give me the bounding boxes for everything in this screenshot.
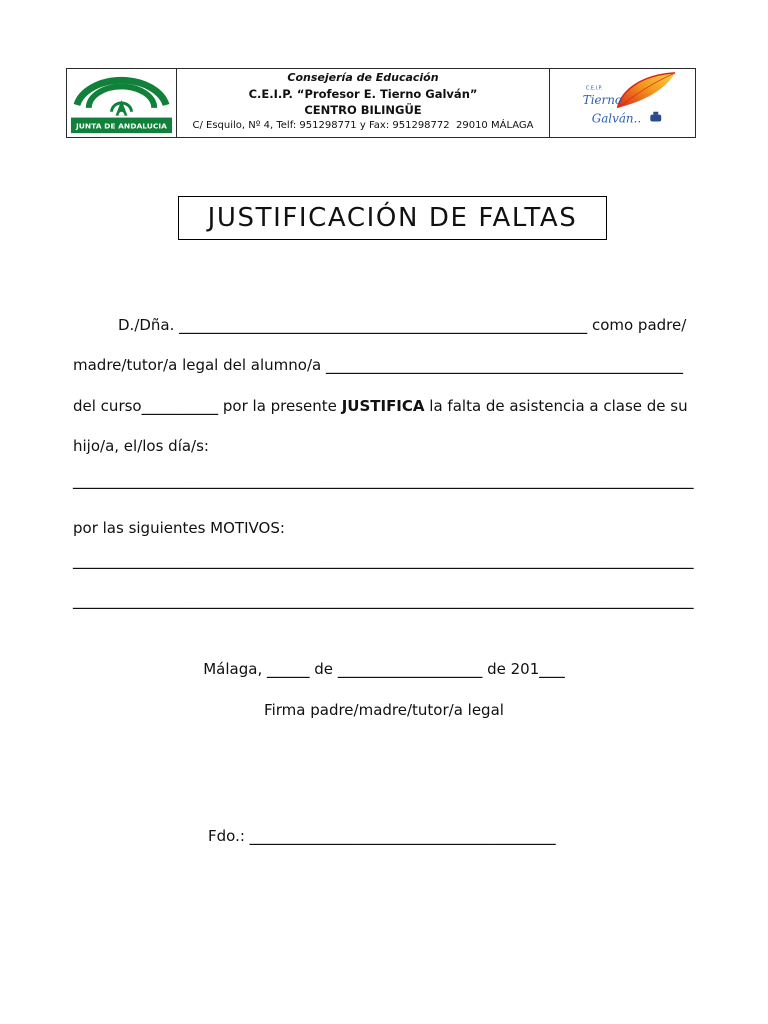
department-name: Consejería de Educación	[287, 71, 439, 84]
signed-by-line	[208, 826, 556, 846]
title-box	[178, 196, 607, 240]
inkpot-icon	[650, 112, 661, 122]
absence-text: la falta de asistencia a clase de su	[429, 397, 688, 415]
school-address: C/ Esquilo, Nº 4, Telf: 951298771 y Fax: 951298772 29010 MÁLAGA	[192, 120, 534, 131]
year-blank: ___	[539, 659, 565, 679]
course-blank: _________	[141, 396, 219, 416]
junta-de-andalucia-logo-icon	[67, 69, 176, 137]
parent-role-text: como padre/	[591, 316, 687, 334]
signed-by-label: Fdo.:	[208, 827, 245, 845]
days-blank-line	[73, 470, 694, 490]
page-title: JUSTIFICACIÓN DE FALTAS	[207, 203, 578, 233]
month-blank: _________________	[337, 659, 483, 679]
reasons-blank-2: _________________________________________________________________________	[73, 590, 694, 610]
logo-word-tierno: Tierno	[582, 93, 623, 107]
reasons-blank-line-1	[73, 550, 694, 570]
signed-by-blank: ____________________________________	[249, 826, 556, 846]
student-name-blank: __________________________________________	[326, 355, 683, 375]
logo-word-galvan: Galván..	[591, 111, 642, 126]
program-name: CENTRO BILINGÜE	[304, 103, 422, 117]
ceip-tierno-galvan-quill-logo-icon	[550, 69, 695, 137]
document-header	[66, 68, 696, 138]
justifica-keyword: JUSTIFICA	[341, 397, 425, 415]
parent-name-blank: ________________________________________________	[179, 315, 588, 335]
school-logo-cell	[549, 69, 695, 137]
logo-caption: C.E.I.P.	[585, 85, 603, 92]
day-blank: _____	[267, 659, 310, 679]
parent-name-line	[118, 315, 686, 335]
days-label: hijo/a, el/los día/s:	[73, 437, 209, 455]
signer-label: Firma padre/madre/tutor/a legal	[264, 701, 504, 719]
days-blank: _________________________________________________________________________	[73, 470, 694, 490]
parent-name-label: D./Dña.	[118, 316, 175, 334]
course-line	[73, 396, 688, 416]
school-info-cell	[177, 69, 549, 137]
course-label: del curso	[73, 397, 142, 415]
date-de-label-1: de	[314, 660, 334, 678]
course-middle-text: por la presente	[222, 397, 337, 415]
year-prefix: 201	[510, 660, 540, 678]
junta-logo-cell	[67, 69, 177, 137]
reasons-label: por las siguientes MOTIVOS:	[73, 519, 285, 537]
student-name-label: madre/tutor/a legal del alumno/a	[73, 356, 322, 374]
reasons-blank-line-2	[73, 590, 694, 610]
reasons-blank-1: _________________________________________________________________________	[73, 550, 694, 570]
school-name: C.E.I.P. “Profesor E. Tierno Galván”	[248, 87, 478, 101]
date-de-label-2: de	[487, 660, 506, 678]
date-place-label: Málaga,	[203, 660, 263, 678]
junta-logo-text: JUNTA DE ANDALUCIA	[75, 121, 168, 131]
date-line	[0, 659, 768, 679]
student-name-line	[73, 355, 683, 375]
